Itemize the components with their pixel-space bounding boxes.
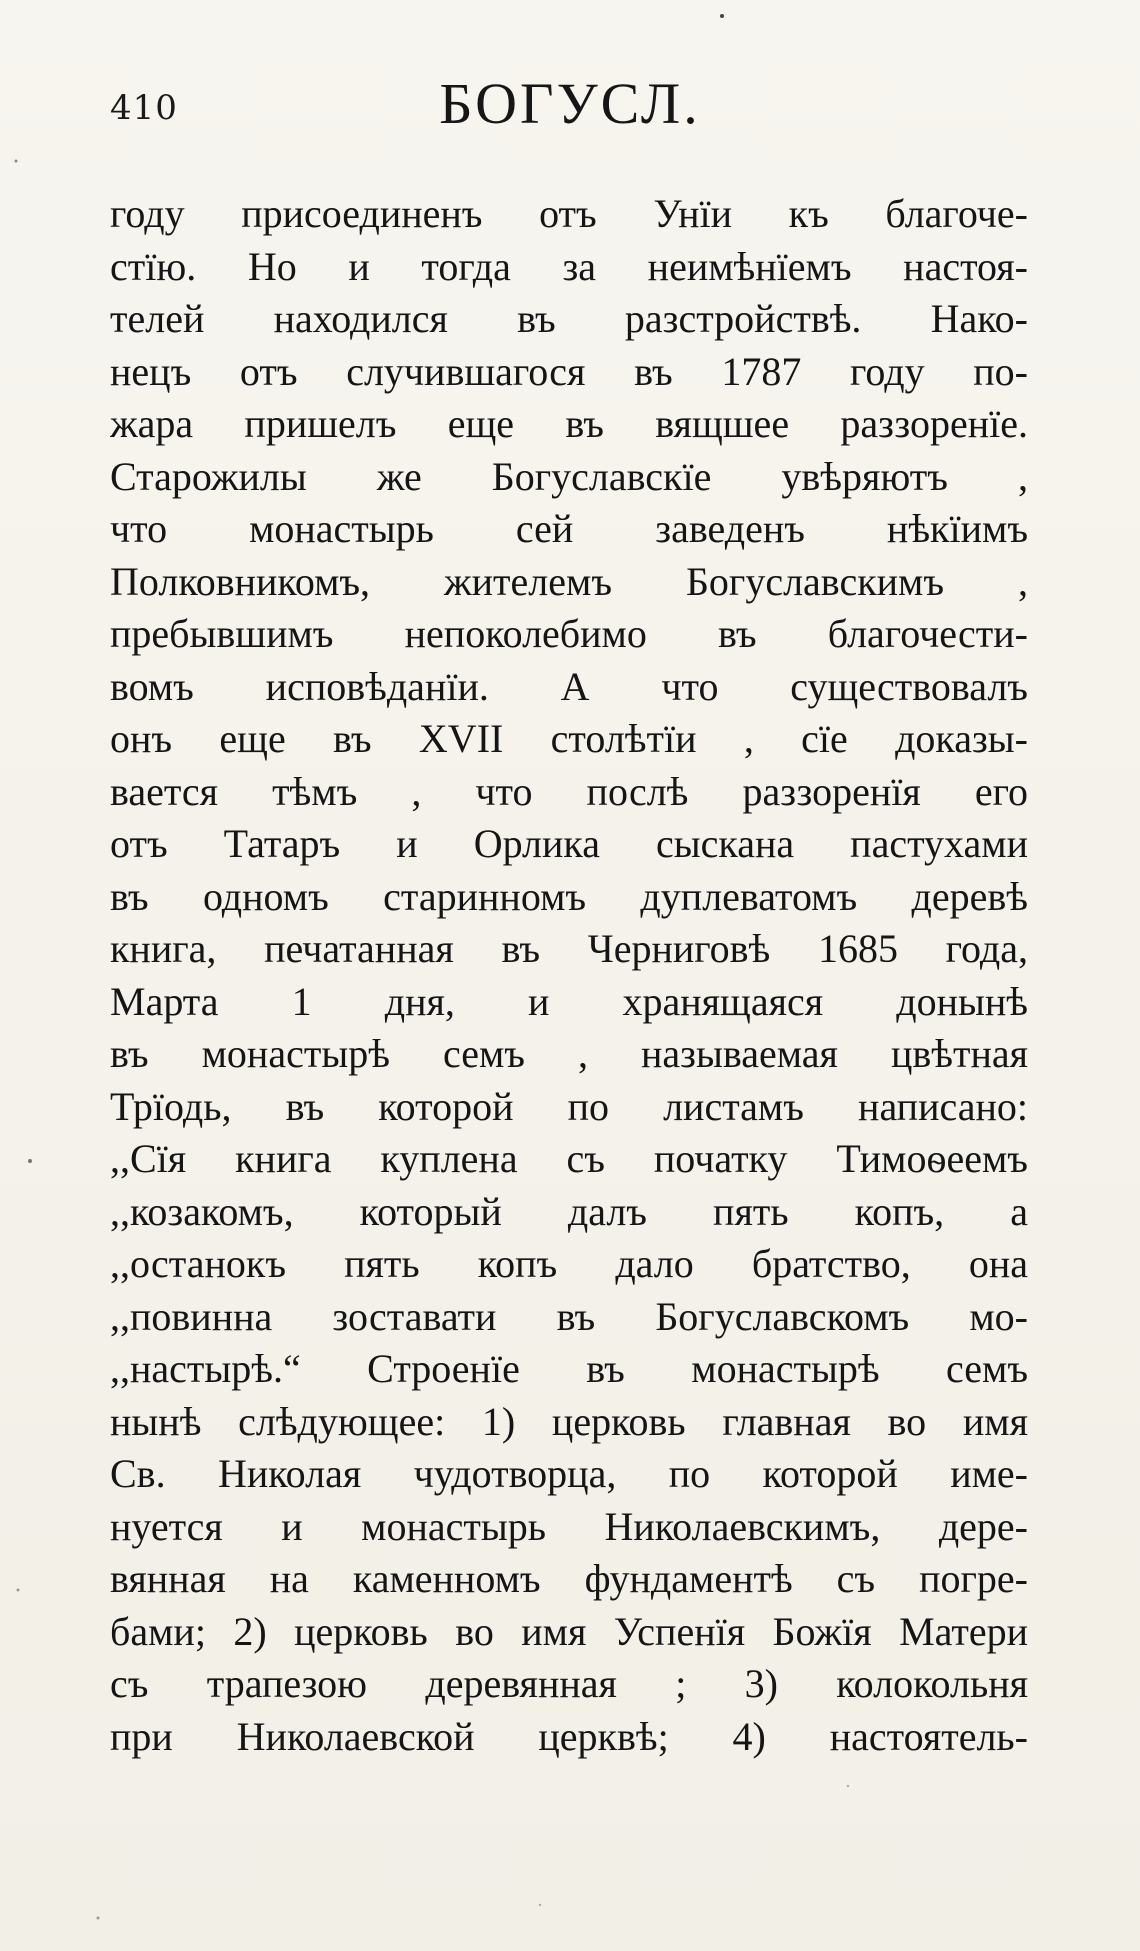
text-line: Старожилы же Богуславскїе увѣряютъ ,: [110, 453, 1028, 499]
text-line: нуется и монастырь Николаевскимъ, дере-: [110, 1503, 1028, 1549]
paper-speck: [539, 1904, 541, 1906]
text-line: вается тѣмъ , что послѣ раззоренїя его: [110, 768, 1028, 814]
text-line: книга, печатанная въ Черниговѣ 1685 года,: [110, 926, 1028, 971]
text-line: съ трапезою деревянная ; 3) колокольня: [110, 1661, 1028, 1706]
paper-speck: [17, 1589, 20, 1592]
text-line: Полковникомъ, жителемъ Богуславскимъ ,: [110, 558, 1028, 604]
paper-speck: [15, 160, 18, 163]
page-header: [110, 70, 1030, 140]
text-line: стїю. Но и тогда за неимѣнїемъ настоя-: [110, 243, 1028, 289]
text-line: Трїодь, въ которой по листамъ написано:: [110, 1083, 1028, 1129]
text-line: ,,повинна зоставати въ Богуславскомъ мо-: [110, 1293, 1028, 1339]
text-line: ,,настырѣ.“ Строенїе въ монастырѣ семъ: [110, 1346, 1028, 1391]
text-line: пребывшимъ непоколебимо въ благочести-: [110, 611, 1028, 656]
running-head: БОГУСЛ.: [439, 71, 701, 136]
text-line: въ монастырѣ семъ , называемая цвѣтная: [110, 1031, 1028, 1076]
text-line: ,,Сїя книга куплена съ початку Тимоѳеемъ: [110, 1136, 1028, 1181]
text-line: при Николаевской церквѣ; 4) настоятель-: [110, 1713, 1028, 1759]
text-line: ,,козакомъ, который далъ пять копъ, а: [110, 1188, 1028, 1234]
text-line: году присоединенъ отъ Унїи къ благоче-: [110, 191, 1028, 236]
text-line: вомъ исповѣданїи. А что существовалъ: [110, 663, 1028, 709]
text-line: онъ еще въ XVII столѣтїи , сїе доказы-: [110, 716, 1028, 761]
text-line: бами; 2) церковь во имя Успенїя Божїя Матери: [110, 1608, 1028, 1654]
text-line: ,,останокъ пять копъ дало братство, она: [110, 1241, 1028, 1286]
paper-speck: [847, 1785, 849, 1787]
text-line: отъ Татаръ и Орлика сыскана пастухами: [110, 821, 1028, 866]
text-line: въ одномъ старинномъ дуплеватомъ деревѣ: [110, 873, 1028, 919]
text-line: Марта 1 дня, и хранящаяся донынѣ: [110, 978, 1028, 1024]
paper-speck: [28, 1159, 32, 1163]
text-line: что монастырь сей заведенъ нѣкїимъ: [110, 506, 1028, 551]
text-line: телей находился въ разстройствѣ. Нако-: [110, 296, 1028, 341]
paper-speck: [720, 14, 724, 18]
text-line: нынѣ слѣдующее: 1) церковь главная во имя: [110, 1398, 1028, 1444]
text-line: нецъ отъ случившагося въ 1787 году по-: [110, 348, 1028, 394]
text-line: вянная на каменномъ фундаментѣ съ погре-: [110, 1556, 1028, 1601]
text-line: Св. Николая чудотворца, по которой име-: [110, 1451, 1028, 1496]
page-number: 410: [110, 88, 178, 128]
body-text: [110, 188, 1028, 1763]
text-line: жара пришелъ еще въ вящшее раззоренїе.: [110, 401, 1028, 446]
paper-speck: [97, 1917, 100, 1920]
